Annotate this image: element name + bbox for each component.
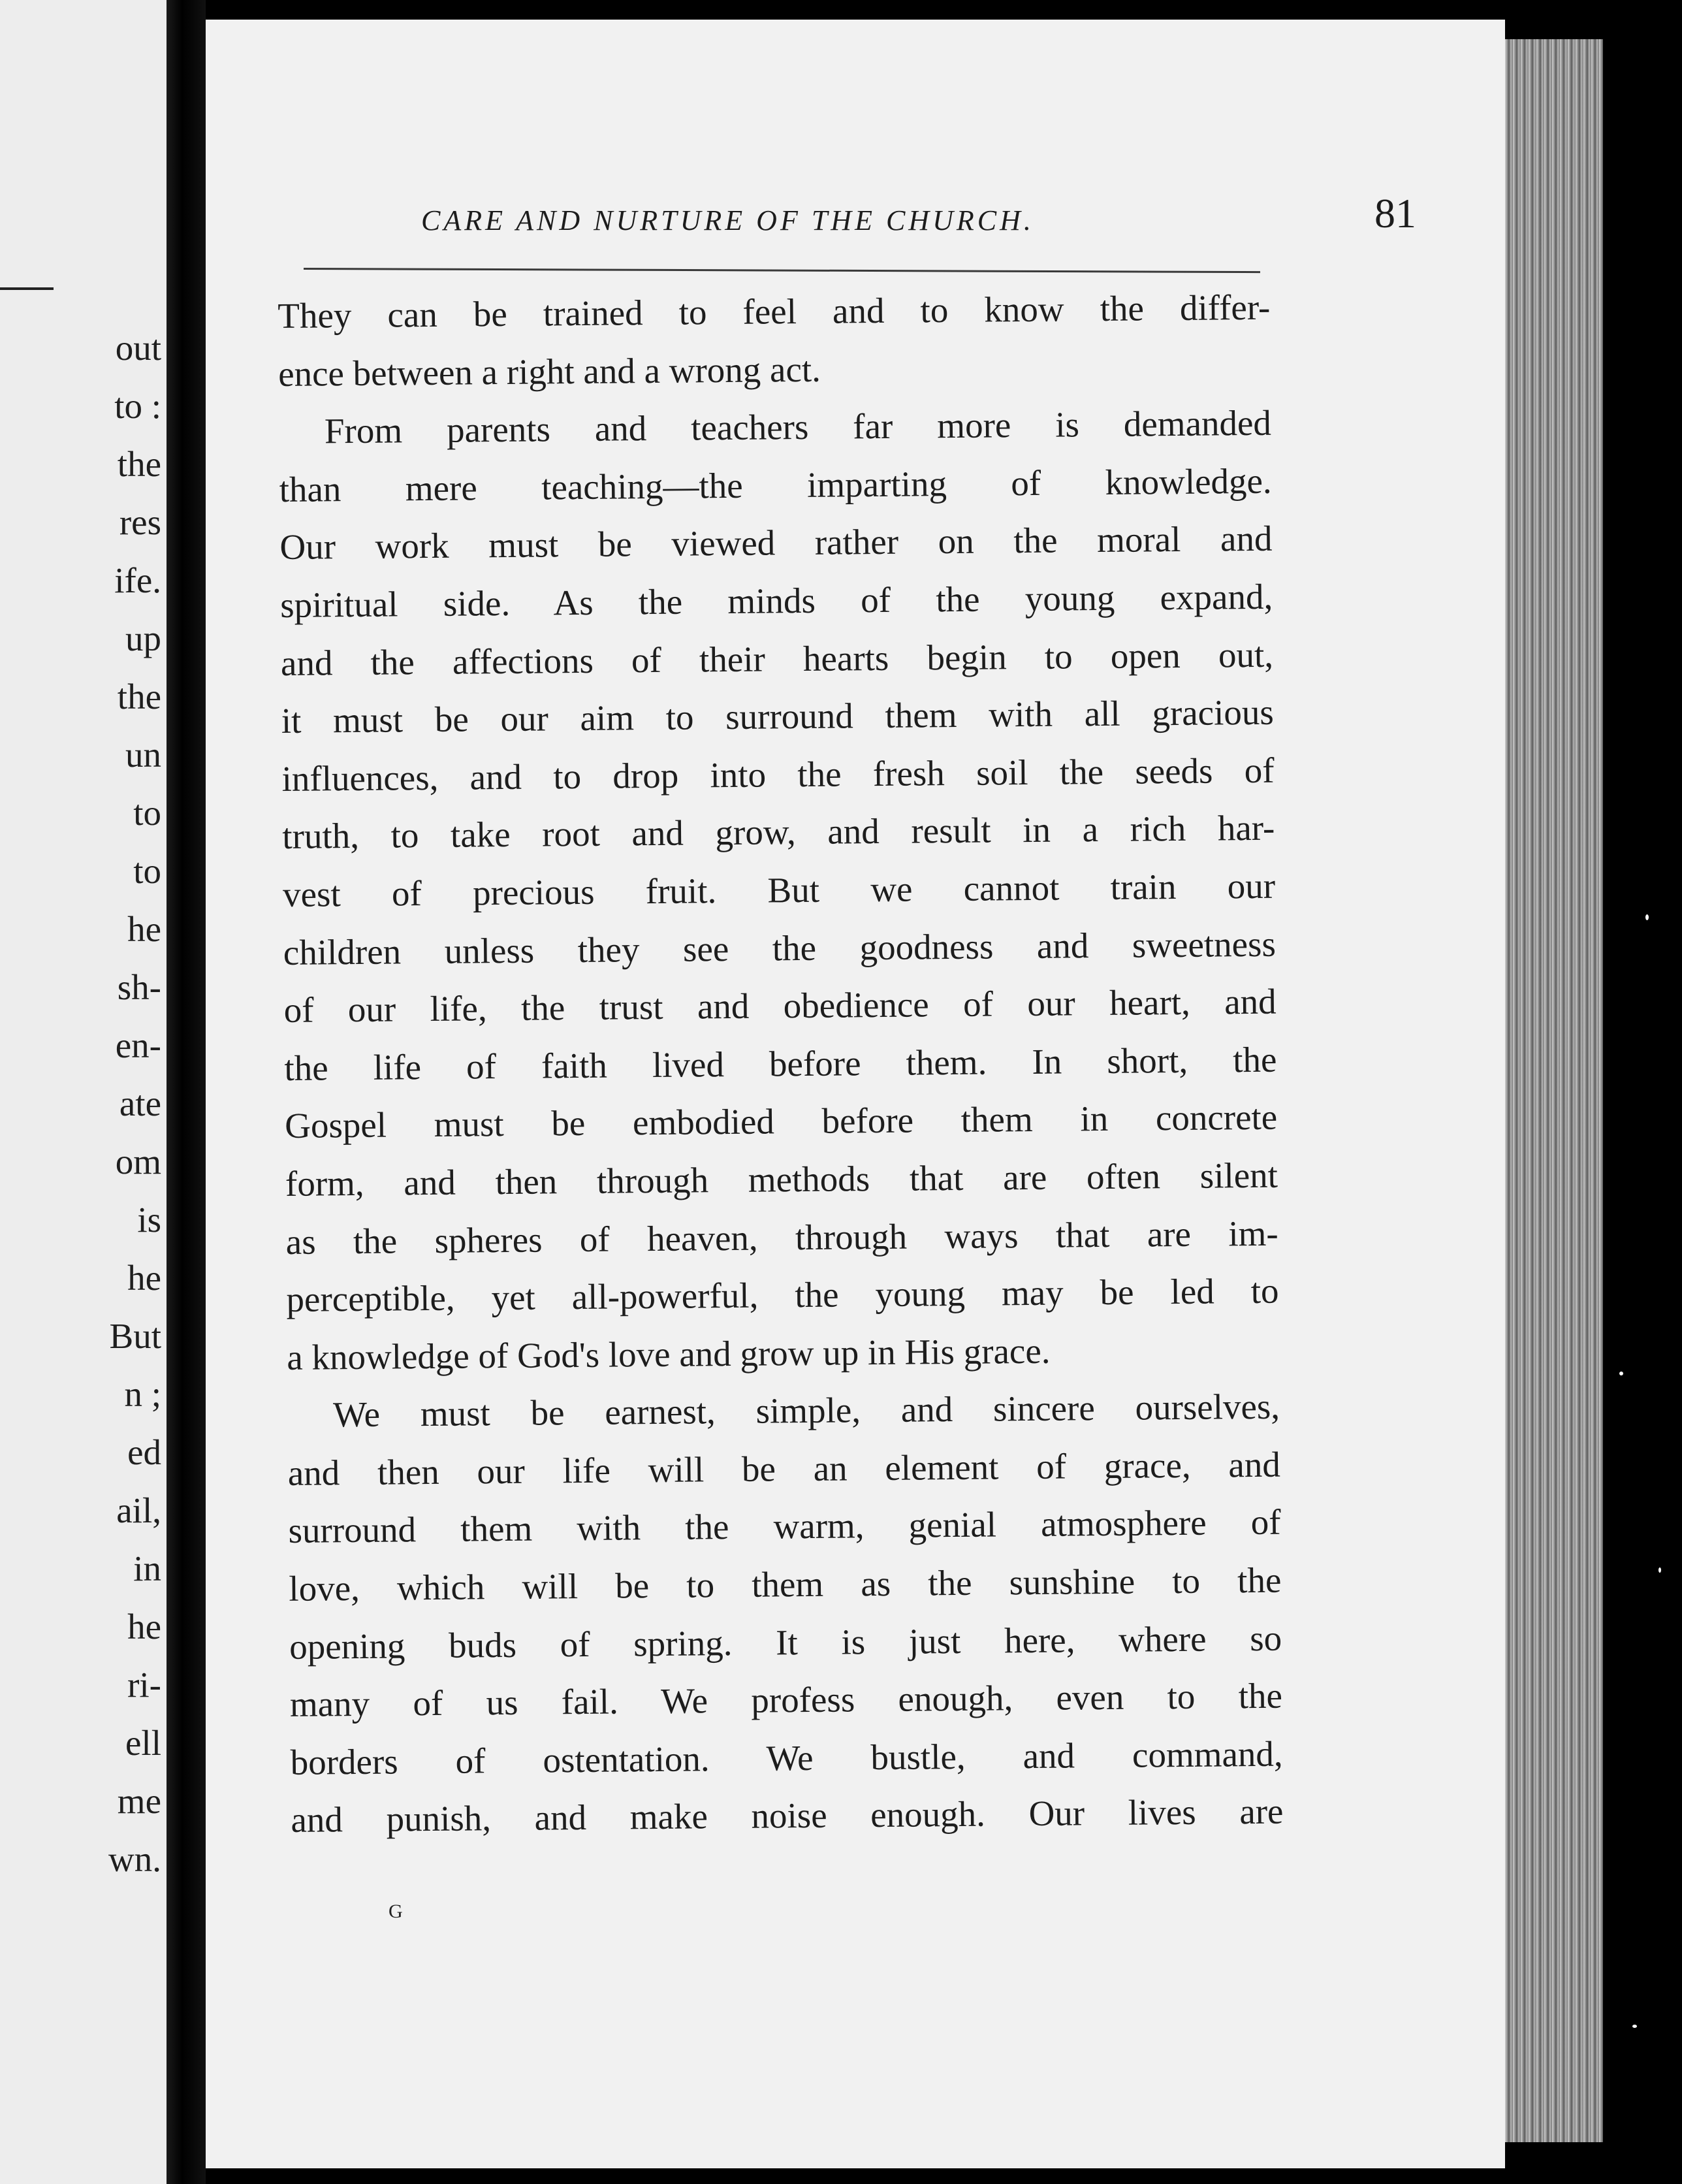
- dust-speck: [1632, 2025, 1637, 2028]
- text-line: perceptible, yet all-powerful, the young may be led to: [286, 1270, 1279, 1320]
- left-facing-page: [0, 0, 167, 2184]
- left-line: in: [133, 1549, 161, 1588]
- text-line: of our life, the trust and obedience of our heart, and: [283, 981, 1277, 1031]
- text-line: many of us fail. We profess enough, even to the: [289, 1675, 1283, 1725]
- text-line: it must be our aim to surround them with all gracious: [281, 692, 1274, 741]
- text-line: Our work must be viewed rather on the moral and: [279, 519, 1273, 568]
- head-rule: [304, 268, 1260, 273]
- text-line: We must be earnest, simple, and sincere ourselves,: [332, 1386, 1280, 1435]
- text-line: They can be trained to feel and to know the differ-: [278, 287, 1271, 336]
- text-line: children unless they see the goodness and sweetness: [283, 923, 1277, 972]
- left-line: to :: [114, 386, 161, 426]
- dust-speck: [1619, 1372, 1623, 1375]
- running-title: CARE AND NURTURE OF THE CHURCH.: [421, 204, 1034, 236]
- left-line: the: [117, 444, 161, 484]
- page-edge-stack: [1505, 39, 1603, 2142]
- left-line: he: [127, 1258, 161, 1298]
- left-page-text: [0, 319, 167, 1888]
- text-line: spiritual side. As the minds of the young expand,: [279, 576, 1273, 625]
- left-line: ell: [125, 1723, 161, 1763]
- text-line: influences, and to drop into the fresh soil the seeds of: [281, 750, 1275, 799]
- left-line: ed: [127, 1432, 161, 1472]
- left-line: n ;: [124, 1374, 161, 1414]
- left-line: en-: [115, 1025, 161, 1065]
- text-line: form, and then through methods that are often silent: [285, 1155, 1278, 1204]
- left-page-head-rule: [0, 287, 54, 290]
- text-line: truth, to take root and grow, and result in a rich har-: [282, 808, 1275, 857]
- dust-speck: [1658, 1567, 1661, 1573]
- page-number: 81: [1374, 190, 1416, 236]
- text-line: ence between a right and a wrong act.: [278, 349, 821, 394]
- book-gutter: [167, 0, 206, 2184]
- left-line: up: [125, 618, 161, 658]
- left-line: om: [115, 1142, 161, 1181]
- body-text: [278, 279, 1284, 1850]
- left-line: ri-: [127, 1665, 161, 1705]
- left-line: ife.: [114, 560, 161, 600]
- signature-mark: G: [389, 1901, 403, 1922]
- dust-speck: [1645, 914, 1649, 920]
- left-line: he: [127, 1607, 161, 1646]
- text-line: a knowledge of God's love and grow up in His grace.: [287, 1330, 1051, 1377]
- left-line: is: [137, 1200, 161, 1240]
- text-line: borders of ostentation. We bustle, and command,: [290, 1733, 1283, 1782]
- left-line: ail,: [116, 1490, 161, 1530]
- left-line: the: [117, 677, 161, 716]
- text-line: opening buds of spring. It is just here, where so: [289, 1618, 1282, 1667]
- left-line: sh-: [117, 967, 161, 1007]
- text-line: as the spheres of heaven, through ways that are im-: [285, 1213, 1278, 1262]
- text-line: Gospel must be embodied before them in concrete: [284, 1097, 1278, 1146]
- text-line: surround them with the warm, genial atmosphere of: [288, 1502, 1281, 1551]
- left-line: wn.: [108, 1839, 161, 1879]
- left-line: out: [115, 328, 161, 368]
- left-line: ate: [119, 1084, 161, 1123]
- text-line: and the affections of their hearts begin to open out,: [280, 634, 1274, 683]
- left-line: me: [117, 1781, 161, 1821]
- text-line: and punish, and make noise enough. Our lives are: [291, 1791, 1284, 1840]
- text-line: and then our life will be an element of grace, and: [287, 1444, 1281, 1493]
- left-line: res: [119, 502, 161, 542]
- text-line: the life of faith lived before them. In short, the: [284, 1039, 1277, 1088]
- scan-border: [1603, 0, 1682, 2184]
- left-line: to: [133, 851, 161, 891]
- text-line: vest of precious fruit. But we cannot train our: [282, 865, 1276, 914]
- left-line: he: [127, 909, 161, 949]
- running-head: [421, 189, 1466, 248]
- left-line: un: [125, 735, 161, 775]
- left-line: to: [133, 793, 161, 833]
- left-line: But: [109, 1316, 161, 1356]
- text-line: than mere teaching—the imparting of knowledge.: [279, 460, 1272, 509]
- right-page: [206, 20, 1505, 2168]
- text-line: love, which will be to them as the sunshine to the: [289, 1560, 1282, 1609]
- text-line: From parents and teachers far more is demanded: [324, 402, 1272, 451]
